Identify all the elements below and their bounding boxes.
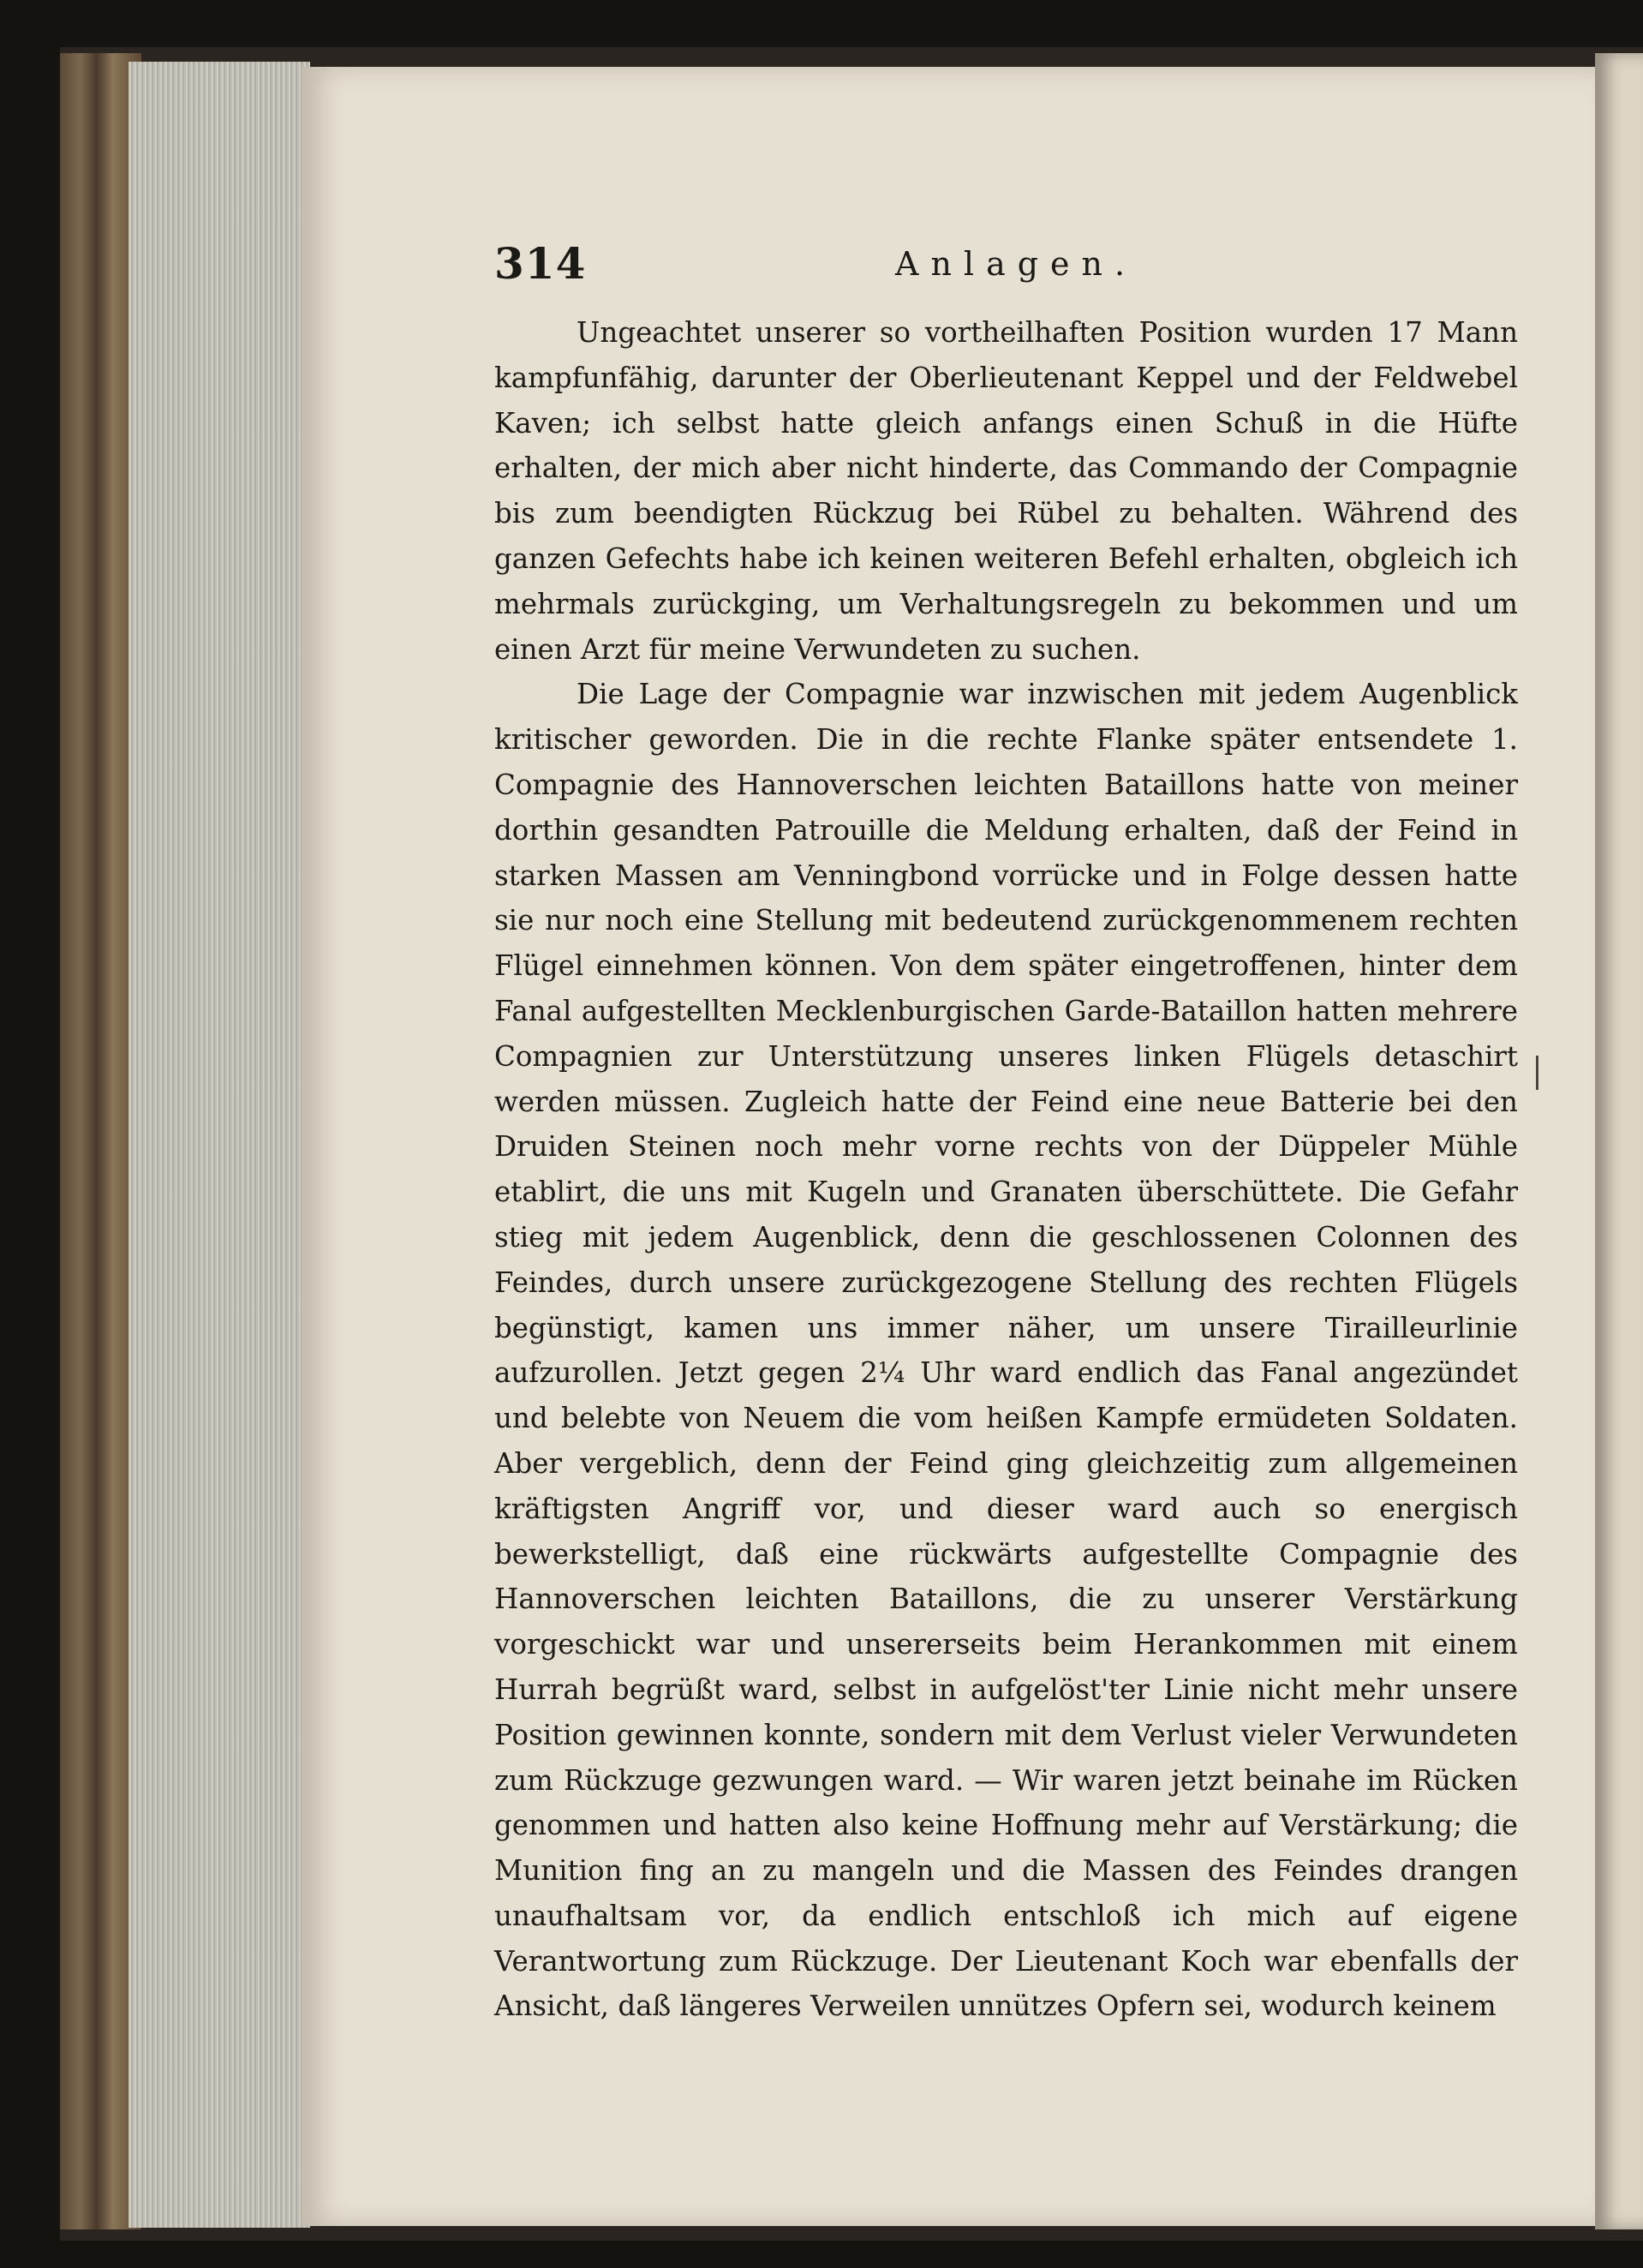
paragraph-1: Ungeachtet unserer so vortheilhaften Position wurden 17 Mann kampfunfähig, darunter der Oberlieutenant Keppel und der Feldwebel Kaven; ich selbst hatte gleich anfangs einen Schuß in die Hüfte erhalten, der mich aber nicht hinderte, das Commando der Compagnie bis zum beendigten Rückzug bei Rübel zu behalten. Während des ganzen Gefechts habe ich keinen weiteren Befehl erhalten, obgleich ich mehrmals zurückging, um Verhaltungsregeln zu bekommen und um einen Arzt für meine Verwundeten zu suchen. [494, 316, 1518, 666]
facing-page-edge [1595, 53, 1643, 2229]
page-edges [128, 62, 310, 2228]
running-head-title: Anlagen. [895, 245, 1138, 283]
running-head [494, 238, 1535, 298]
page-number: 314 [494, 238, 587, 289]
margin-mark [1536, 1056, 1538, 1090]
paragraph-2: Die Lage der Compagnie war inzwischen mit jedem Augenblick kritischer geworden. Die in die rechte Flanke später entsendete 1. Compagnie des Hannoverschen leichten Bataillons hatte von meiner dorthin gesandten Patrouille die Meldung erhalten, daß der Feind in starken Massen am Venningbond vorrücke und in Folge dessen hatte sie nur noch eine Stellung mit bedeutend zurückgenommenem rechten Flügel einnehmen können. Von dem später eingetroffenen, hinter dem Fanal aufgestellten Mecklenburgischen Garde-Bataillon hatten mehrere Compagnien zur Unterstützung unseres linken Flügels detaschirt werden müssen. Zugleich hatte der Feind eine neue Batterie bei den Druiden Steinen noch mehr vorne rechts von der Düppeler Mühle etablirt, die uns mit Kugeln und Granaten überschüttete. Die Gefahr stieg mit jedem Augenblick, denn die geschlossenen Colonnen des Feindes, durch unsere zurückgezogene Stellung des rechten Flügels begünstigt, kamen uns immer näher, um unsere Tirailleurlinie aufzurollen. Jetzt gegen 2¼ Uhr ward endlich das Fanal angezündet und belebte von Neuem die vom heißen Kampfe ermüdeten Soldaten. Aber vergeblich, denn der Feind ging gleichzeitig zum allgemeinen kräftigsten Angriff vor, und dieser ward auch so energisch bewerkstelligt, daß eine rückwärts aufgestellte Compagnie des Hannoverschen leichten Bataillons, die zu unserer Verstärkung vorgeschickt war und unsererseits beim Herankommen mit einem Hurrah begrüßt ward, selbst in aufgelöst'ter Linie nicht mehr unsere Position gewinnen konnte, sondern mit dem Verlust vieler Verwundeten zum Rückzuge gezwungen ward. — Wir waren jetzt beinahe im Rücken genommen und hatten also keine Hoffnung mehr auf Verstärkung; die Munition fing an zu mangeln und die Massen des Feindes drangen unaufhaltsam vor, da endlich entschloß ich mich auf eigene Verantwortung zum Rückzuge. Der Lieutenant Koch war ebenfalls der Ansicht, daß längeres Verweilen unnützes Opfern sei, wodurch keinem [494, 678, 1518, 2023]
body-text [494, 310, 1518, 2029]
